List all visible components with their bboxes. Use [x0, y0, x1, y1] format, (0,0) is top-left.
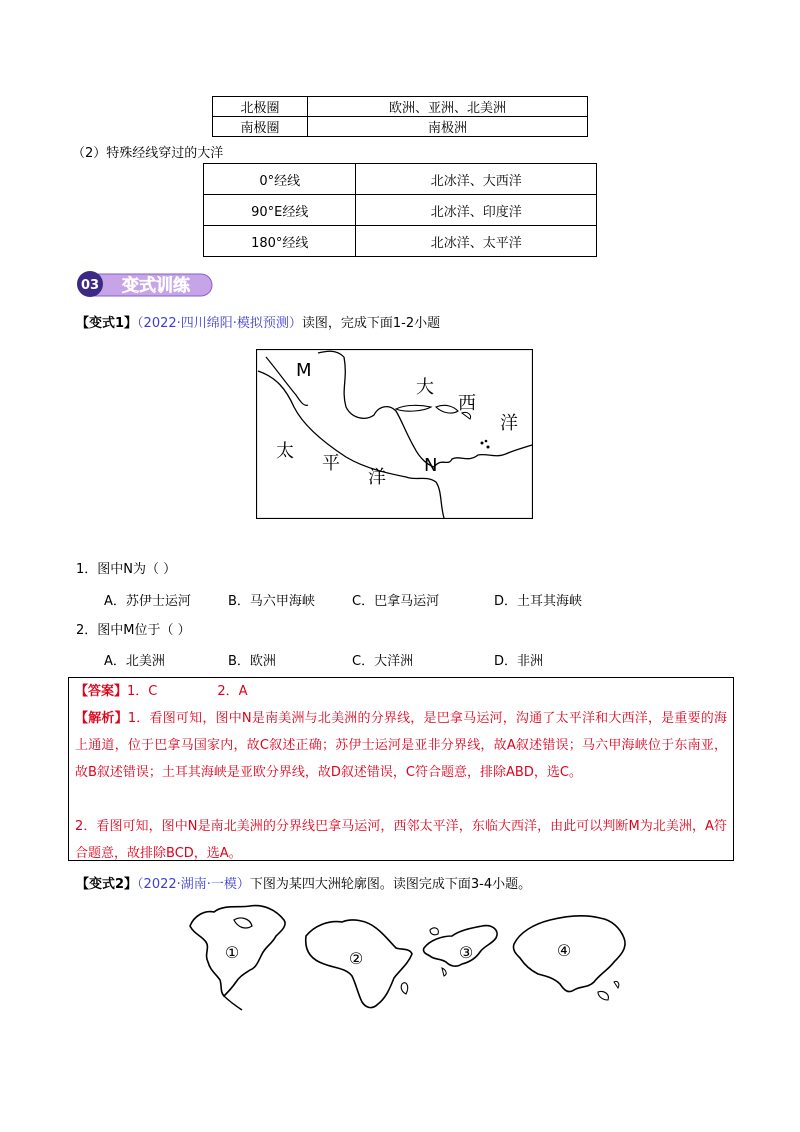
map-label-m: M: [296, 360, 312, 381]
answer-line: [75, 678, 248, 705]
question-tag: 【变式1】: [76, 316, 138, 331]
continent-europe: [423, 926, 497, 976]
table-cell: 南极圈: [213, 117, 308, 137]
section-number: 03: [80, 278, 100, 293]
continent-asia: [513, 916, 625, 1000]
analysis-1: [75, 705, 727, 786]
table-cell: 欧洲、亚洲、北美洲: [307, 97, 587, 117]
table-cell: 90°E经线: [204, 195, 356, 226]
option-a[interactable]: A．北美洲: [104, 654, 165, 669]
answer-2: 2．A: [217, 684, 248, 699]
answer-box: [68, 677, 734, 861]
table-cell: 北冰洋、太平洋: [356, 226, 597, 257]
table-row: [213, 97, 588, 117]
option-d[interactable]: D．非洲: [494, 654, 544, 669]
map-label: 大: [416, 377, 434, 398]
central-america-map: [256, 349, 533, 519]
analysis-text-1: 1．看图可知，图中N是南美洲与北美洲的分界线，是巴拿马运河，沟通了太平洋和大西洋，是重要的海上通道，位于巴拿马国家内，故C叙述正确；苏伊士运河是亚非分界线，故A叙述错误；马六甲海峡位于东南亚，故B叙述错误；土耳其海峡是亚欧分界线，故D叙述错误，C符合题意，排除ABD，选C。: [75, 711, 727, 780]
table-cell: 北冰洋、大西洋: [356, 164, 597, 195]
continent-label: ①: [224, 943, 240, 962]
continent-label: ③: [458, 943, 474, 962]
continent-africa: [306, 920, 412, 1008]
question-source: （2022·四川绵阳·模拟预测）: [137, 316, 302, 331]
continent-north-america: [190, 906, 285, 1010]
answer-tag: 【答案】: [75, 684, 128, 699]
table-row: [204, 226, 597, 257]
question-2-stem: 2．图中M位于（ ）: [76, 623, 191, 638]
map-label-n: N: [424, 455, 438, 476]
continents-figure: [180, 896, 640, 1016]
table-row: [204, 195, 597, 226]
section-title: 变式训练: [122, 276, 190, 296]
question-source: （2022·湖南·一模）: [137, 877, 250, 892]
question-text: 读图，完成下面1-2小题: [301, 316, 441, 331]
table-cell: 北极圈: [213, 97, 308, 117]
option-b[interactable]: B．欧洲: [228, 654, 276, 669]
map-label: 平: [322, 453, 340, 474]
continent-label: ④: [556, 941, 572, 960]
map-label: 洋: [368, 467, 386, 488]
meridian-table: [203, 163, 597, 257]
option-d[interactable]: D．土耳其海峡: [494, 594, 583, 609]
continent-label: ②: [348, 949, 364, 968]
table-cell: 180°经线: [204, 226, 356, 257]
table-cell: 北冰洋、印度洋: [356, 195, 597, 226]
table-row: [213, 117, 588, 137]
question-group-1-header: [76, 312, 440, 331]
map-label: 太: [276, 441, 294, 462]
option-a[interactable]: A．苏伊士运河: [104, 594, 191, 609]
question-1-stem: 1．图中N为（ ）: [76, 562, 177, 577]
table-row: [204, 164, 597, 195]
answer-1: 1．C: [127, 684, 158, 699]
option-b[interactable]: B．马六甲海峡: [228, 594, 315, 609]
section-subtitle: （2）特殊经线穿过的大洋: [72, 146, 224, 161]
question-text: 下图为某四大洲轮廓图。读图完成下面3-4小题。: [249, 877, 532, 892]
analysis-2: 2．看图可知，图中N是南北美洲的分界线巴拿马运河，西邻太平洋，东临大西洋，由此可以判断M为北美洲，A符合题意，故排除BCD，选A。: [75, 819, 727, 861]
analysis-tag: 【解析】: [75, 711, 128, 726]
option-c[interactable]: C．巴拿马运河: [352, 594, 440, 609]
section-header-banner: [76, 270, 214, 298]
map-label: 西: [458, 393, 476, 414]
map-label: 洋: [500, 413, 518, 434]
table-cell: 南极洲: [307, 117, 587, 137]
question-group-2-header: [76, 873, 531, 892]
option-c[interactable]: C．大洋洲: [352, 654, 414, 669]
latitude-table: [212, 96, 588, 137]
table-cell: 0°经线: [204, 164, 356, 195]
question-tag: 【变式2】: [76, 877, 138, 892]
